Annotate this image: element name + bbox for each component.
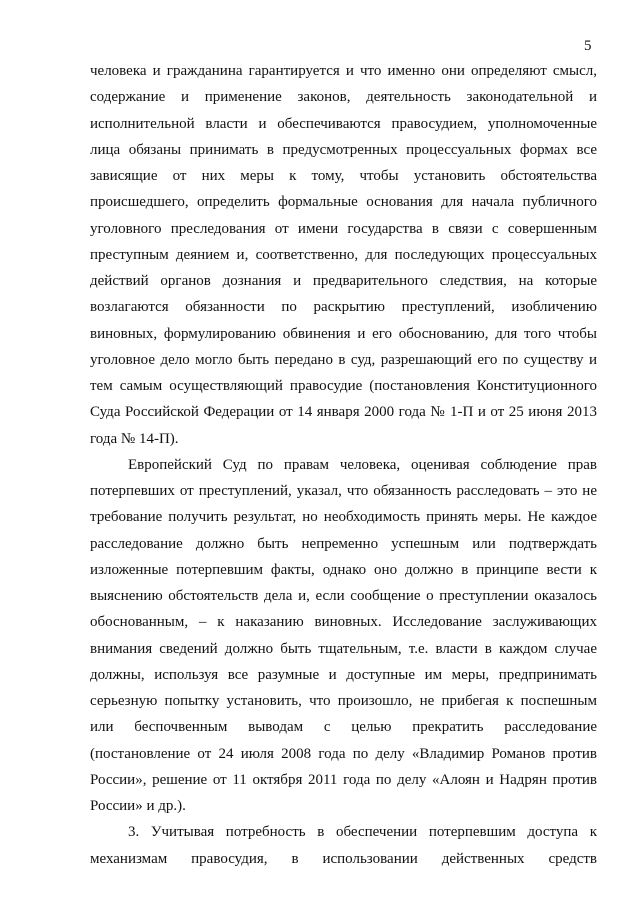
text-line: уголовного преследования от имени государства в связи с совершенным — [90, 220, 597, 237]
text-line: внимания сведений должно быть тщательным, т.е. власти в каждом случае — [90, 640, 597, 657]
text-line: потерпевших от преступлений, указал, что обязанность расследовать – это не — [90, 483, 597, 499]
text-line: расследование должно быть непременно успешным или подтверждать — [90, 535, 597, 552]
text-line: (постановление от 24 июля 2008 года по делу «Владимир Романов против — [90, 745, 597, 762]
text-line: виновных, формулированию обвинения и его обоснованию, для того чтобы — [90, 325, 597, 342]
text-line: зависящие от них меры к тому, чтобы установить обстоятельства — [90, 168, 597, 184]
text-line: лица обязаны принимать в предусмотренных процессуальных формах все — [90, 141, 597, 158]
text-line: содержание и применение законов, деятельность законодательной и — [90, 89, 597, 106]
text-line: серьезную попытку установить, что произошло, не прибегая к поспешным — [90, 693, 597, 709]
text-line: действий органов дознания и предварительного следствия, на которые — [90, 273, 597, 289]
text-line: происшедшего, определить формальные основания для начала публичного — [90, 194, 597, 211]
text-line: механизмам правосудия, в использовании действенных средств — [90, 850, 597, 867]
page-number: 5 — [584, 38, 592, 54]
text-line: должны, используя все разумные и доступные им меры, предпринимать — [90, 666, 597, 683]
document-body — [90, 58, 597, 872]
text-line: года № 14-П). — [90, 430, 179, 447]
paragraph-first-line: Европейский Суд по правам человека, оценивая соблюдение прав — [128, 456, 597, 473]
text-line: Суда Российской Федерации от 14 января 2000 года № 1-П и от 25 июня 2013 — [90, 404, 597, 421]
text-line: уголовное дело могло быть передано в суд, разрешающий его по существу и — [90, 351, 597, 368]
text-line: изложенные потерпевшим факты, однако оно должно в принципе вести к — [90, 561, 597, 578]
text-line: человека и гражданина гарантируется и что именно они определяют смысл, — [90, 63, 597, 79]
text-line: возлагаются обязанности по раскрытию преступлений, изобличению — [90, 299, 597, 316]
text-line: или беспочвенным выводам с целью прекратить расследование — [90, 719, 597, 736]
text-line: исполнительной власти и обеспечиваются правосудием, уполномоченные — [90, 115, 597, 132]
text-line: России» и др.). — [90, 798, 186, 814]
text-line: тем самым осуществляющий правосудие (постановления Конституционного — [90, 378, 597, 394]
paragraph-first-line: 3. Учитывая потребность в обеспечении потерпевшим доступа к — [128, 824, 597, 841]
text-line: обоснованным, – к наказанию виновных. Исследование заслуживающих — [90, 614, 597, 631]
text-line: России», решение от 11 октября 2011 года по делу «Алоян и Надрян против — [90, 771, 597, 788]
text-line: требование получить результат, но необходимость принять меры. Не каждое — [90, 509, 597, 526]
text-line: преступным деянием и, соответственно, для последующих процессуальных — [90, 246, 597, 263]
text-line: выяснению обстоятельств дела и, если сообщение о преступлении оказалось — [90, 588, 597, 604]
